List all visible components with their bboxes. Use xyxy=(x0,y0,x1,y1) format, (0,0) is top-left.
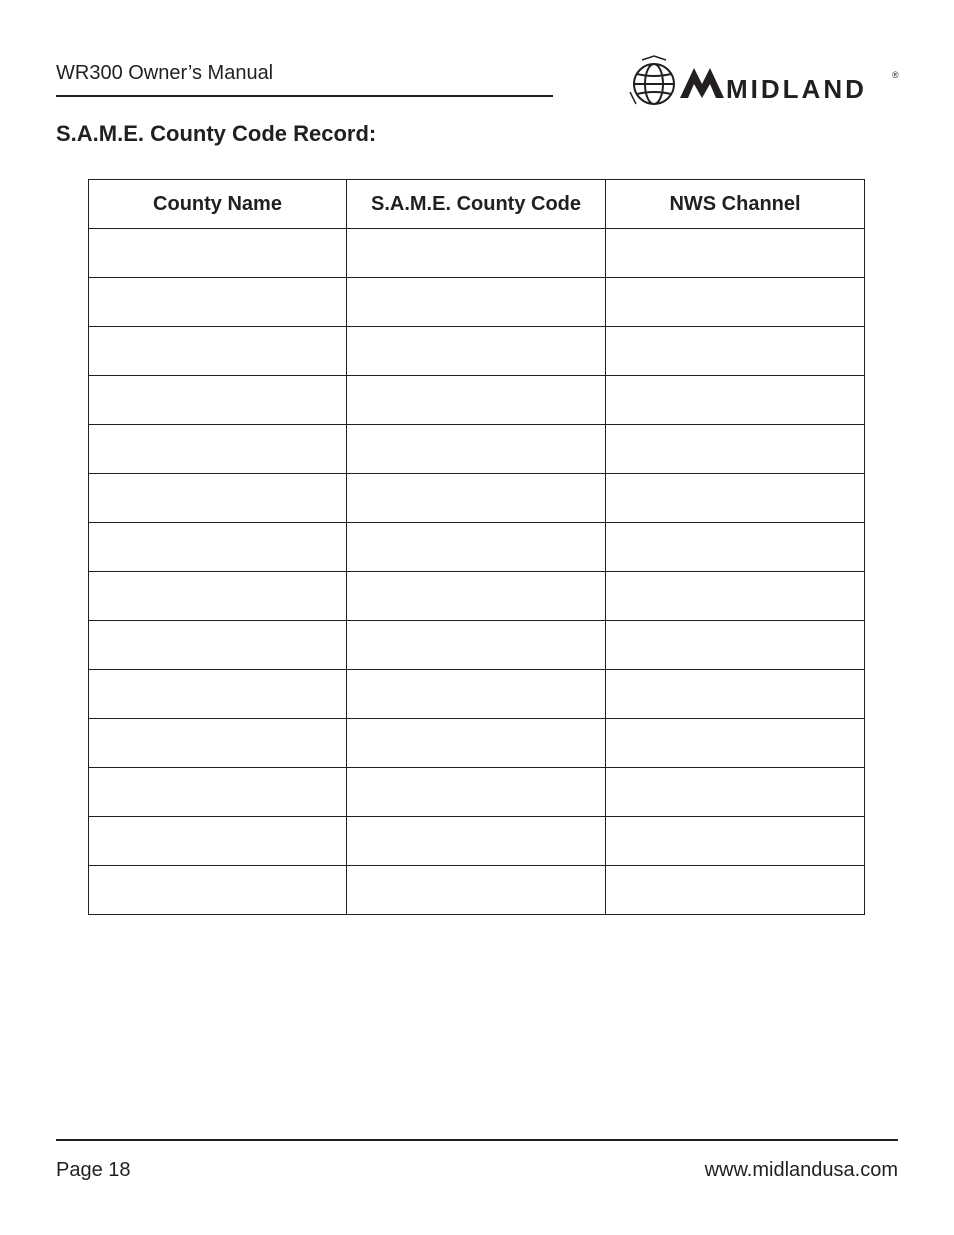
table-row xyxy=(89,768,865,817)
cell-nws-channel xyxy=(606,768,865,817)
table-row xyxy=(89,474,865,523)
table-row xyxy=(89,817,865,866)
logo-registered: ® xyxy=(892,70,899,80)
cell-county-name xyxy=(89,474,347,523)
table-row xyxy=(89,866,865,915)
cell-same-code xyxy=(347,866,606,915)
midland-logo xyxy=(628,52,900,112)
cell-same-code xyxy=(347,817,606,866)
cell-nws-channel xyxy=(606,670,865,719)
table-row xyxy=(89,523,865,572)
cell-nws-channel xyxy=(606,523,865,572)
column-header-same-code: S.A.M.E. County Code xyxy=(347,180,606,229)
header-rule xyxy=(56,95,553,97)
table-row xyxy=(89,376,865,425)
cell-county-name xyxy=(89,376,347,425)
cell-same-code xyxy=(347,621,606,670)
cell-nws-channel xyxy=(606,866,865,915)
cell-county-name xyxy=(89,523,347,572)
table-row xyxy=(89,278,865,327)
cell-county-name xyxy=(89,229,347,278)
cell-county-name xyxy=(89,327,347,376)
cell-county-name xyxy=(89,670,347,719)
cell-nws-channel xyxy=(606,817,865,866)
cell-same-code xyxy=(347,229,606,278)
cell-nws-channel xyxy=(606,425,865,474)
table-row xyxy=(89,719,865,768)
cell-county-name xyxy=(89,572,347,621)
cell-same-code xyxy=(347,768,606,817)
globe-icon xyxy=(630,56,674,104)
cell-same-code xyxy=(347,376,606,425)
cell-same-code xyxy=(347,278,606,327)
footer-rule xyxy=(56,1139,898,1141)
manual-title: WR300 Owner’s Manual xyxy=(56,62,274,84)
cell-same-code xyxy=(347,572,606,621)
cell-nws-channel xyxy=(606,376,865,425)
website-url: www.midlandusa.com xyxy=(704,1159,898,1181)
cell-same-code xyxy=(347,670,606,719)
cell-nws-channel xyxy=(606,278,865,327)
table-row xyxy=(89,572,865,621)
table-row xyxy=(89,327,865,376)
cell-same-code xyxy=(347,523,606,572)
table-row xyxy=(89,229,865,278)
logo-wordmark: MIDLAND xyxy=(726,74,867,104)
cell-county-name xyxy=(89,817,347,866)
table-row xyxy=(89,621,865,670)
cell-nws-channel xyxy=(606,327,865,376)
logo-m-mark xyxy=(680,68,724,98)
cell-nws-channel xyxy=(606,621,865,670)
column-header-nws-channel: NWS Channel xyxy=(606,180,865,229)
cell-same-code xyxy=(347,719,606,768)
table-row xyxy=(89,425,865,474)
cell-nws-channel xyxy=(606,572,865,621)
cell-county-name xyxy=(89,621,347,670)
cell-nws-channel xyxy=(606,229,865,278)
cell-nws-channel xyxy=(606,474,865,523)
cell-county-name xyxy=(89,719,347,768)
county-code-table xyxy=(88,179,865,915)
cell-county-name xyxy=(89,866,347,915)
cell-county-name xyxy=(89,278,347,327)
table-header-row xyxy=(89,180,865,229)
cell-nws-channel xyxy=(606,719,865,768)
cell-same-code xyxy=(347,327,606,376)
table-row xyxy=(89,670,865,719)
section-title: S.A.M.E. County Code Record: xyxy=(56,121,377,146)
cell-county-name xyxy=(89,425,347,474)
column-header-county-name: County Name xyxy=(89,180,347,229)
cell-same-code xyxy=(347,474,606,523)
cell-same-code xyxy=(347,425,606,474)
page-number: Page 18 xyxy=(56,1159,131,1181)
cell-county-name xyxy=(89,768,347,817)
